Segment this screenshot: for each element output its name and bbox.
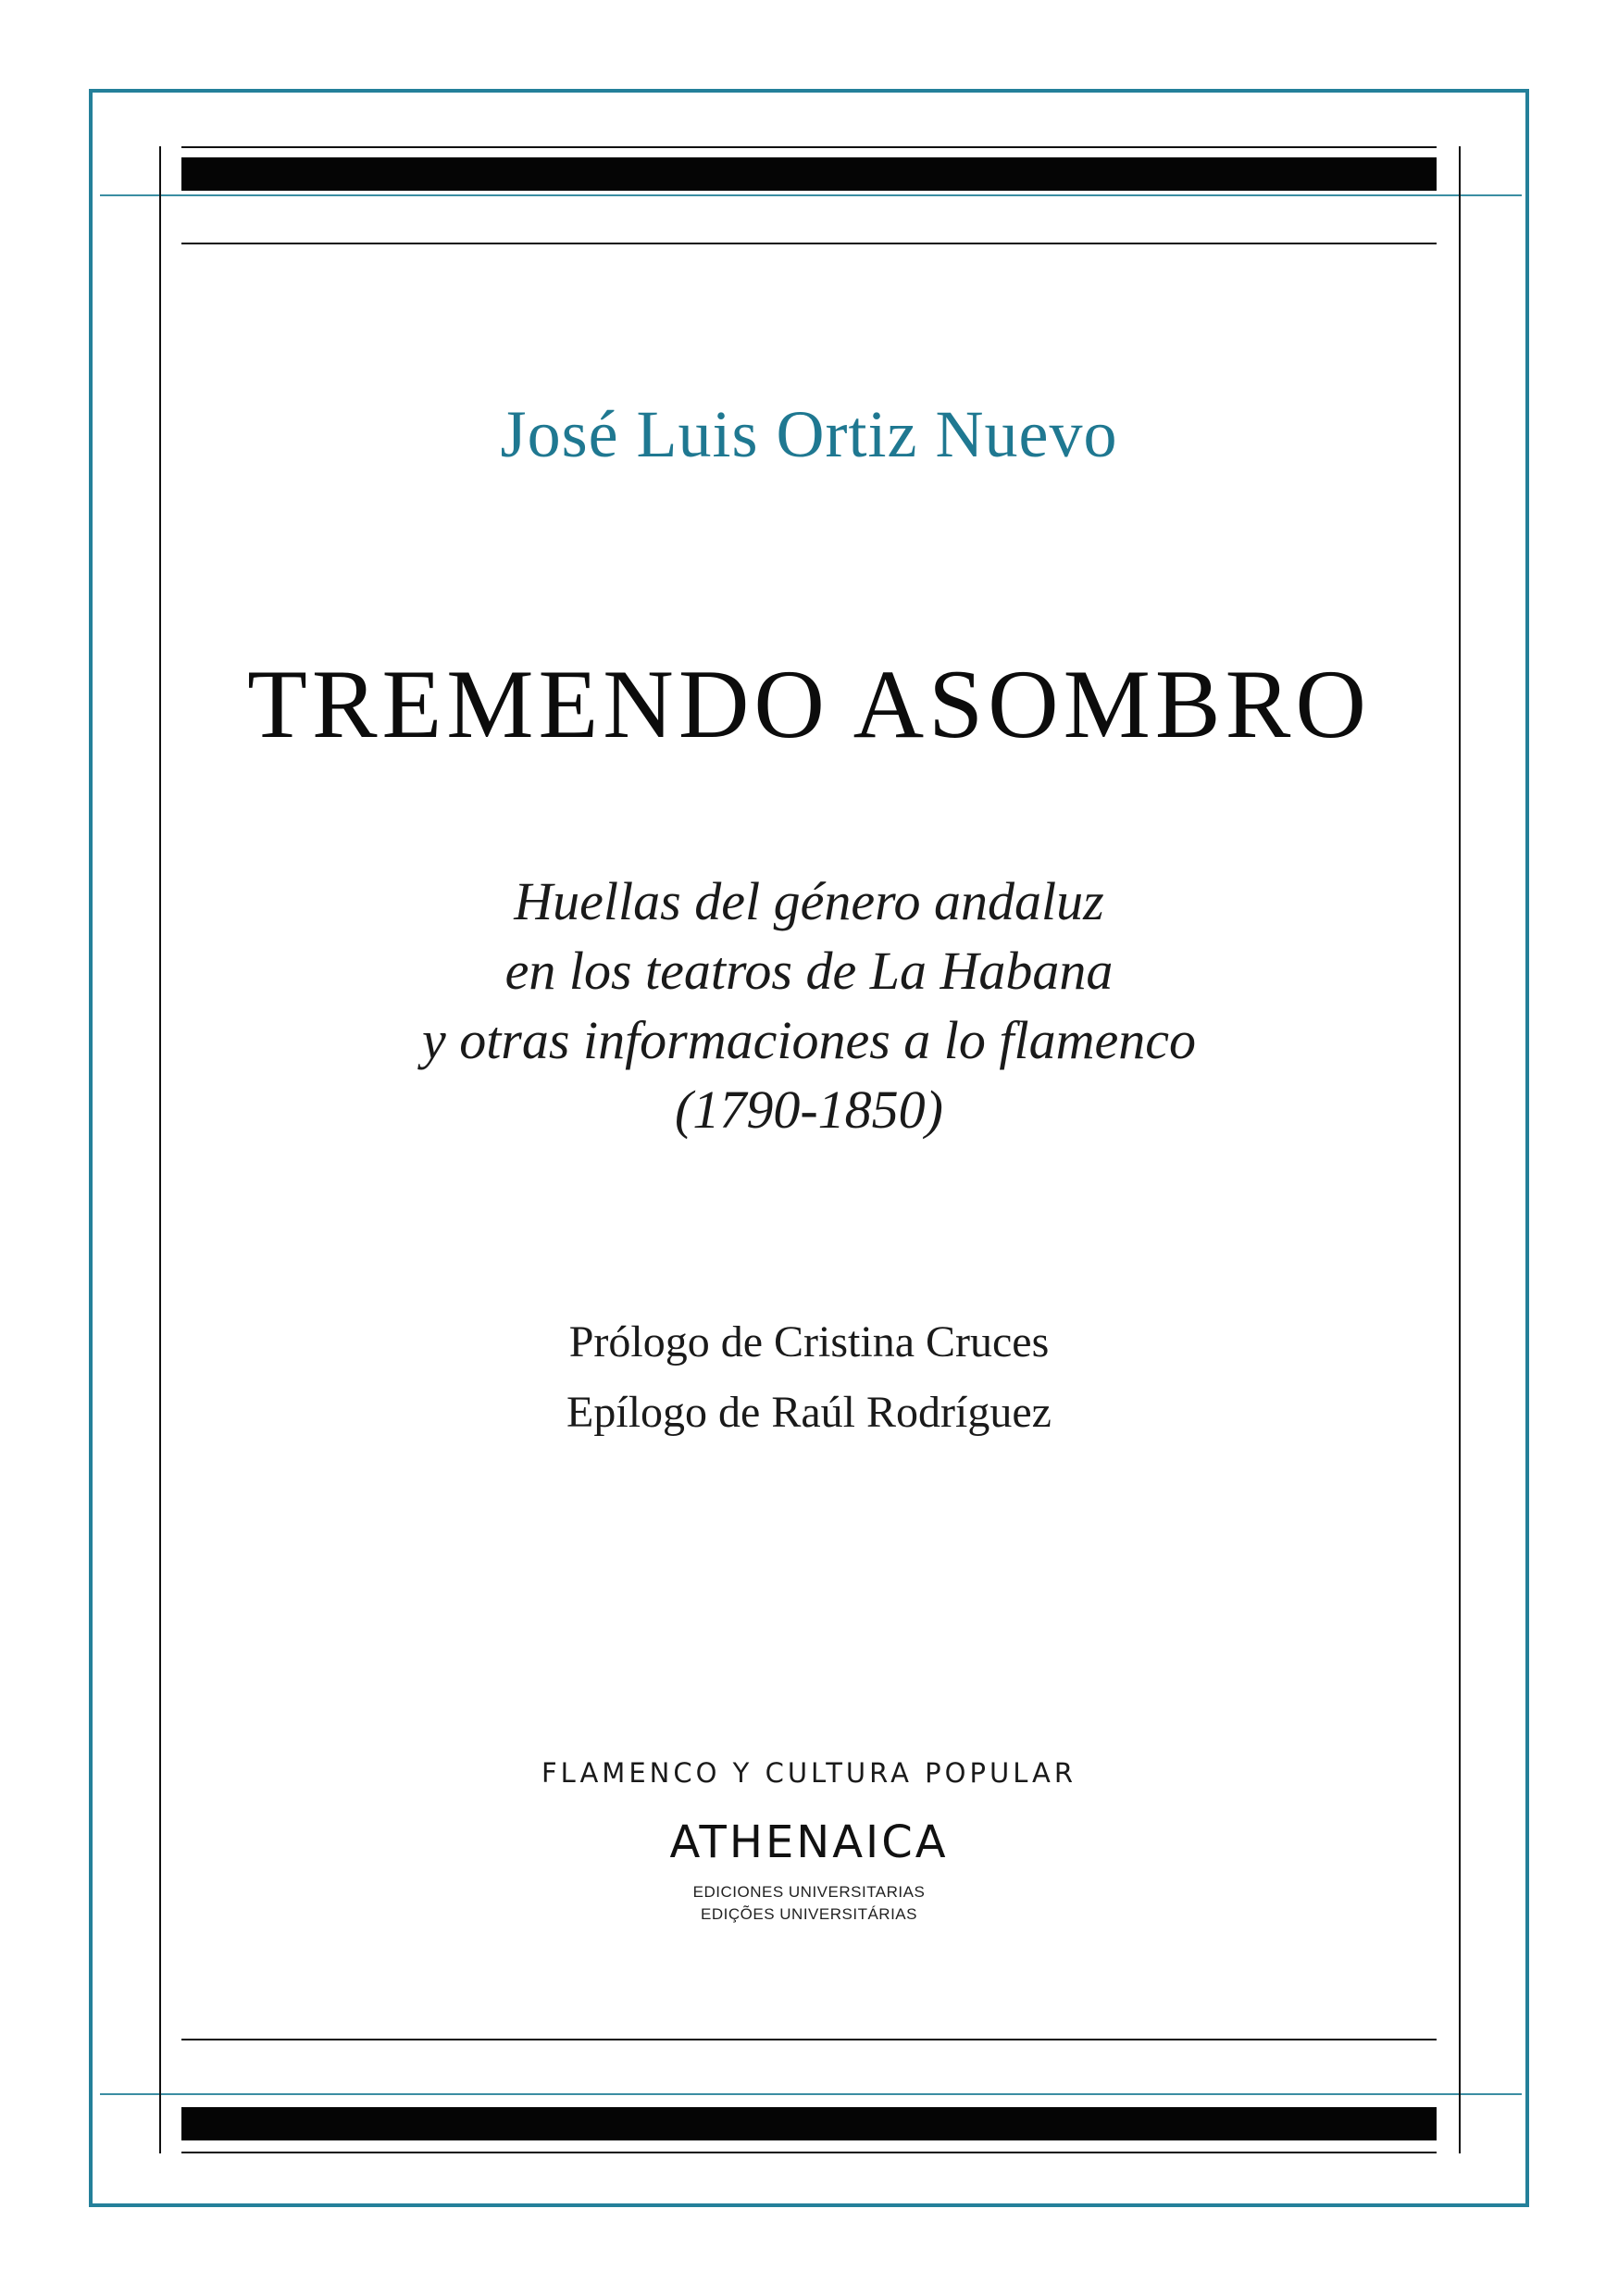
publisher-logo-text: ATHENAICA — [669, 1816, 949, 1868]
top-thin-rule-lower — [181, 243, 1437, 244]
top-thick-bar — [181, 157, 1437, 191]
bottom-thin-rule-lower — [181, 2152, 1437, 2153]
series-name: FLAMENCO Y CULTURA POPULAR — [541, 1757, 1077, 1789]
top-thin-rule-upper — [181, 146, 1437, 148]
book-subtitle — [0, 867, 1618, 1144]
bottom-thick-bar — [181, 2107, 1437, 2140]
publisher-subline-es: EDICIONES UNIVERSITARIAS — [692, 1883, 926, 1901]
prologue-credit: Prólogo de Cristina Cruces — [568, 1317, 1050, 1366]
epilogue-credit: Epílogo de Raúl Rodríguez — [566, 1388, 1052, 1437]
subtitle-line: Huellas del género andaluz — [514, 871, 1104, 931]
subtitle-line: (1790-1850) — [675, 1079, 943, 1140]
subtitle-line: en los teatros de La Habana — [504, 941, 1114, 1001]
top-teal-guide-line — [100, 194, 1522, 196]
author-name: José Luis Ortiz Nuevo — [500, 397, 1118, 471]
subtitle-line: y otras informaciones a lo flamenco — [421, 1010, 1197, 1070]
publisher-subline-pt: EDIÇÕES UNIVERSITÁRIAS — [701, 1905, 917, 1923]
bottom-thin-rule-upper — [181, 2039, 1437, 2040]
book-title: TREMENDO ASOMBRO — [247, 650, 1371, 758]
credits-block — [0, 1307, 1618, 1448]
bottom-teal-guide-line — [100, 2093, 1522, 2095]
